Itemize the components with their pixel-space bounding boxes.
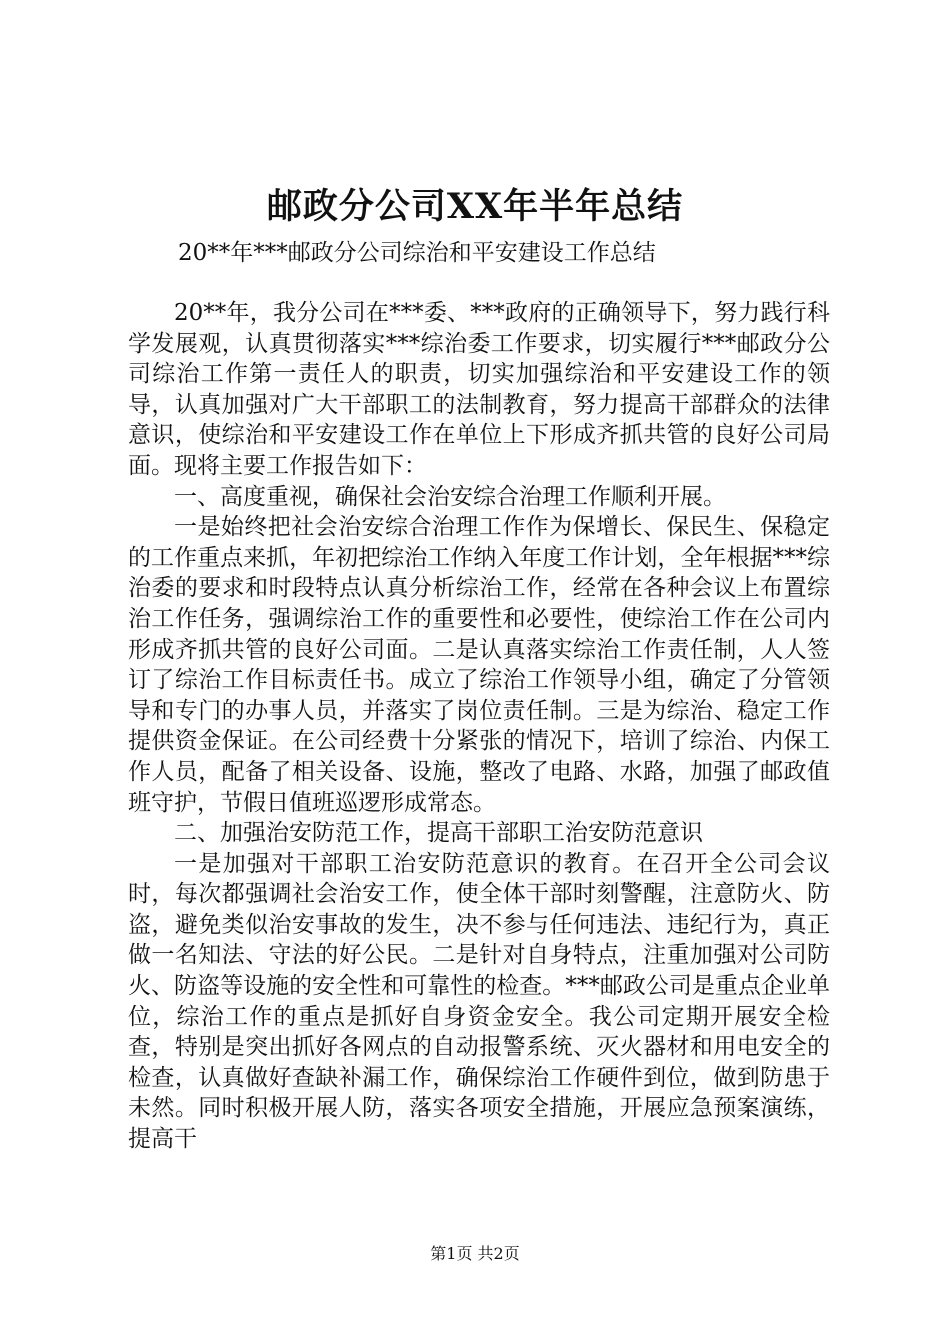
document-title: 邮政分公司XX年半年总结 <box>266 186 684 227</box>
document-subtitle: 20**年***邮政分公司综治和平安建设工作总结 <box>178 240 656 266</box>
document-body <box>128 298 830 1155</box>
intro-paragraph: 20**年，我分公司在***委、***政府的正确领导下，努力践行科学发展观，认真贯彻落实***综治委工作要求，切实履行***邮政分公司综治工作第一责任人的职责，切实加强综治和平安建设工作的领导，认真加强对广大干部职工的法制教育，努力提高干部群众的法律意识，使综治和平安建设工作在单位上下形成齐抓共管的良好公司局面。现将主要工作报告如下： <box>128 300 830 479</box>
section-2-paragraph: 一是加强对干部职工治安防范意识的教育。在召开全公司会议时，每次都强调社会治安工作，使全体干部时刻警醒，注意防火、防盗，避免类似治安事故的发生，决不参与任何违法、违纪行为，真正做一名知法、守法的好公民。二是针对自身特点，注重加强对公司防火、防盗等设施的安全性和可靠性的检查。***邮政公司是重点企业单位，综治工作的重点是抓好自身资金安全。我公司定期开展安全检查，特别是突出抓好各网点的自动报警系统、灭火器材和用电安全的检查，认真做好查缺补漏工作，确保综治工作硬件到位，做到防患于未然。同时积极开展人防，落实各项安全措施，开展应急预案演练，提高干 <box>128 850 830 1153</box>
section-heading-1: 一、高度重视，确保社会治安综合治理工作顺利开展。 <box>174 483 726 510</box>
section-1-paragraph: 一是始终把社会治安综合治理工作作为保增长、保民生、保稳定的工作重点来抓，年初把综治工作纳入年度工作计划，全年根据***综治委的要求和时段特点认真分析综治工作，经常在各种会议上布置综治工作任务，强调综治工作的重要性和必要性，使综治工作在公司内形成齐抓共管的良好公司面。二是认真落实综治工作责任制，人人签订了综治工作目标责任书。成立了综治工作领导小组，确定了分管领导和专门的办事人员，并落实了岗位责任制。三是为综治、稳定工作提供资金保证。在公司经费十分紧张的情况下，培训了综治、内保工作人员，配备了相关设备、设施，整改了电路、水路，加强了邮政值班守护，节假日值班巡逻形成常态。 <box>128 514 830 816</box>
section-heading-2: 二、加强治安防范工作，提高干部职工治安防范意识 <box>174 820 703 847</box>
page-footer: 第1页 共2页 <box>430 1244 520 1263</box>
